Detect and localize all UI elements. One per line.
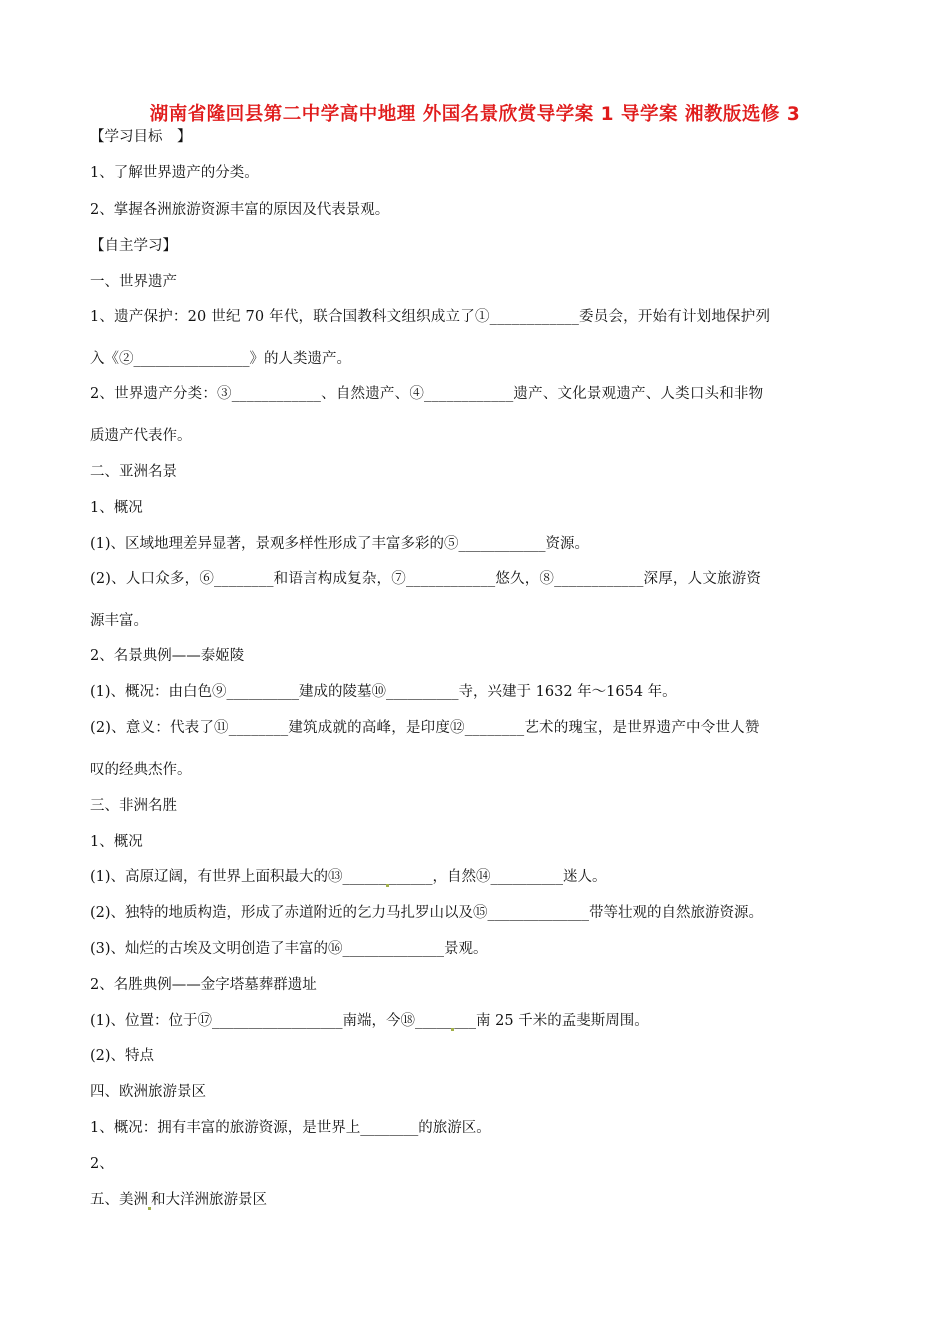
subheading-overview: 1、概况 [90,500,143,516]
paragraph-line: (2)、意义：代表了⑪________建筑成就的高峰，是印度⑫________艺术的瑰宝，是世界遗产中令世人赞 [90,720,760,736]
heading-self-study: 【自主学习】 [90,238,177,254]
paragraph-line [90,867,607,887]
heading-learning-goals: 【学习目标 】 [90,129,192,145]
subheading-overview: 1、概况 [90,834,143,850]
subheading-example: 2、名胜典例——金字塔墓葬群遗址 [90,977,317,993]
text-segment: ___南 25 千米的孟斐斯周围。 [454,1013,649,1029]
paragraph-line: 1、概况：拥有丰富的旅游资源，是世界上________的旅游区。 [90,1120,491,1136]
paragraph-line: (2)、人口众多，⑥________和语言构成复杂，⑦____________悠久，⑧____________深厚，人文旅游资 [90,571,762,587]
paragraph-line: 质遗产代表作。 [90,428,192,444]
text-segment: (1)、位置：位于⑰__________________南端，今⑱_____ [90,1013,452,1029]
section-heading-europe: 四、欧洲旅游景区 [90,1084,206,1100]
document-title: 湖南省隆回县第二中学高中地理 外国名景欣赏导学案 1 导学案 湘教版选修 3 [149,104,801,125]
paragraph-line: (3)、灿烂的古埃及文明创造了丰富的⑯______________景观。 [90,941,488,957]
section-heading-asia: 二、亚洲名景 [90,464,177,480]
paragraph-line: 叹的经典杰作。 [90,762,192,778]
paragraph-line: 入《②________________》的人类遗产。 [90,351,351,367]
paragraph-line: 源丰富。 [90,613,148,629]
paragraph-line: 2、 [90,1156,114,1172]
paragraph-line: (2)、特点 [90,1048,155,1064]
paragraph-line: 2、世界遗产分类：③____________、自然遗产、④____________遗产、文化景观遗产、人类口头和非物 [90,386,764,402]
subheading-example: 2、名景典例——泰姬陵 [90,648,245,664]
section-heading-americas-oceania [90,1190,267,1210]
text-segment: ______，自然⑭__________迷人。 [389,869,607,885]
paragraph-line: (2)、独特的地质构造，形成了赤道附近的乞力马扎罗山以及⑮______________带等壮观的自然旅游资源。 [90,905,764,921]
goal-item-2: 2、掌握各洲旅游资源丰富的原因及代表景观。 [90,202,390,218]
section-heading-world-heritage: 一、世界遗产 [90,274,177,290]
section-heading-africa: 三、非洲名胜 [90,798,177,814]
paragraph-line: (1)、概况：由白色⑨__________建成的陵墓⑩__________寺，兴建于 1632 年～1654 年。 [90,684,677,700]
text-segment: 五、美洲 [90,1192,148,1208]
paragraph-line: (1)、区域地理差异显著，景观多样性形成了丰富多彩的⑤____________资源。 [90,536,590,552]
text-segment: (1)、高原辽阔，有世界上面积最大的⑬______ [90,869,387,885]
paragraph-line: 1、遗产保护：20 世纪 70 年代，联合国教科文组织成立了①____________委员会，开始有计划地保护列 [90,309,771,325]
text-segment: 和大洋洲旅游景区 [151,1192,267,1208]
goal-item-1: 1、了解世界遗产的分类。 [90,165,259,181]
paragraph-line [90,1011,649,1031]
